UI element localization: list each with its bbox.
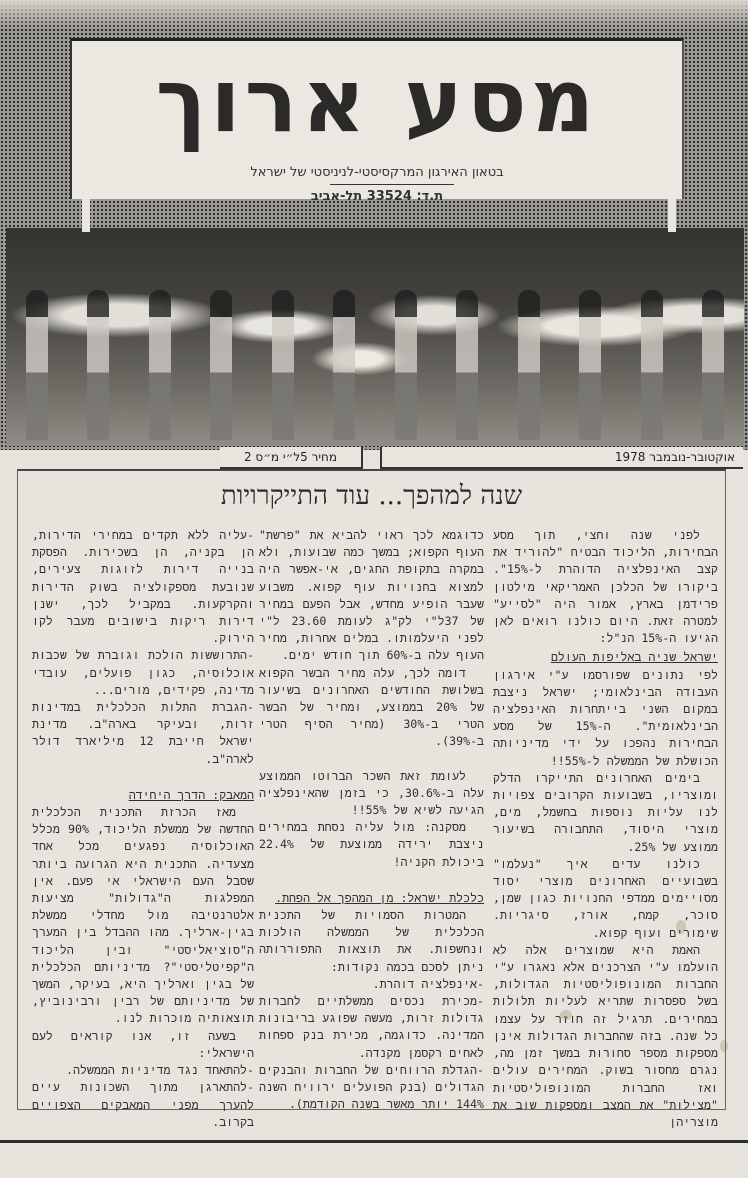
column-left — [32, 527, 254, 1131]
paragraph: לפני שנה וחצי, תוך מסע הבחירות, הליכוד הבטיח "להוריד את קצב האינפלציה הדוהרת ל-15%". ביקורו של הכלכן האמריקאי מילטון פרידמן בארץ, אמור היה "לסייע" למטרה זאת. היום כולנו רואים לאן הגיעו ה-15% הנ"ל: — [493, 528, 718, 646]
paragraph: -הגברת התלות הכלכלית במדינות זרות, ובעיקר בארה"ב. מדינת ישראל חייבת 12 מיליארד דולר לארה"ב. — [32, 700, 254, 766]
masthead-title: מסע ארוך — [155, 49, 599, 152]
paragraph: מסקנה: מול עליה נסחת במחירים ניצבת ירידה ממוצעת של 22.4% ביכולת הקניה! — [259, 820, 484, 869]
bottom-rule — [0, 1140, 748, 1143]
paragraph: כולנו עדים איך "נעלמו" בשבועיים האחרונים מוצרי יסוד מסויימים ממדפי החנויות כגון שמן, סוכר, קמח, אורז, סיגריות. שימורים ועוף קפוא. — [493, 856, 718, 940]
paragraph: -הגדלת הרווחים של החברות והבנקים הגדולים (בנק הפועלים ירוויח השנה 144% יותר מאשר בשנה הקודמת). — [259, 1062, 484, 1112]
stain — [560, 1010, 572, 1020]
article-box — [17, 469, 726, 1129]
figure — [272, 290, 294, 440]
top-edge — [0, 0, 748, 30]
section-heading: המאבק: הדרך היחידה — [128, 787, 254, 802]
paragraph: -אינפלציה דוהרת. — [372, 976, 484, 991]
stain — [720, 1040, 728, 1052]
paragraph: כדוגמא לכך ראוי להביא את "פרשת" העוף הקפוא; במשך כמה שבועות, ולא במקרה בתקופת החגים, אי-אפשר היה למצוא בחנויות עוף קפוא. משבוע שעבר הופיע מחדש, אבל הפעם במחיר של 37ל"י לק"ג לעומת 23.60 ל"י לפני היעלמותו. במלים אחרות, מחיר העוף עלה ב-60% תוך חודש ימים. — [259, 528, 484, 663]
column-middle — [259, 527, 484, 1114]
figure — [149, 290, 171, 440]
crowd-figures — [6, 250, 744, 440]
spacer — [32, 768, 254, 785]
masthead-banner — [70, 38, 684, 204]
paragraph: המטרות הסמויות של התכנית הכלכלית של הממשלה הולכות ונחשפות. את תוצאות התפוררותה ניתן לסכם בכמה נקודות: — [259, 908, 484, 974]
paragraph: דומה לכך, עלה מחיר הבשר הקפוא בשלושת החודשים האחרונים בשיעור של 20% בממוצע, ומחיר של הבשר הטרי ב-30% (מחיר הסיף הטרי ב-39%). — [259, 665, 484, 749]
figure — [702, 290, 724, 440]
paragraph: -להתארגן מתוך השכונות עיים להערך מפני המאבקים הצפויים בקרוב. — [32, 1080, 254, 1129]
paragraph: האמת היא שמוצרים אלה לא הועלמו ע"י הצרכנים אלא נאגרו ע"י החברות המונופוליסטיות הגדולות, בשל ספסרות שתריא לעליות תלולות במחירים. תרגיל זה חוזר על עצמו כל שנה. בזה שהחברות הגדולות אינן מספקות מספר סחורות במשך זמן מה, נגרם מחסור בשוק. המחירים עולים ואז החברות המונופוליסטיות "מצילות" את המצב ומספקות שוב את מוצריהן — [493, 942, 718, 1129]
spacer — [259, 871, 484, 888]
paragraph: -עליה ללא תקדים במחירי הדירות, הן בקניה, הן בשכירות. הפסקת בנייה דירות לזוגות צעירים, שנובעת מספקולציה בשוק הדירות והקרקעות. במקביל לכך, ישנן דירות ריקות בישובים מעבר לקו הירוק. — [32, 528, 254, 646]
figure — [456, 290, 478, 440]
issue-date: אוקטובר-נובמבר 1978 — [380, 447, 743, 469]
po-box: ת.ד: 33524 תל-אביב — [310, 189, 444, 204]
figure — [395, 290, 417, 440]
figure — [333, 290, 355, 440]
column-right — [493, 527, 718, 1131]
masthead-subtitle: בטאון האירגון המרקסיסטי-לניניסטי של ישראל — [250, 165, 504, 180]
figure — [87, 290, 109, 440]
figure — [26, 290, 48, 440]
paragraph: -התרוששות הולכת וגוברת של שכבות אוכלוסיה, כגון פועלים, עובדי מדינה, פקידים, מורים... — [32, 648, 254, 697]
figure — [210, 290, 232, 440]
issue-price: מחיר 5ל״י מ״ס 2 — [220, 447, 363, 469]
paragraph: מאז הכרזת התכנית הכלכלית החדשה של ממשלת הליכוד, 90% מכלל האוכלוסיה נפגעים מכל אחד מצעדיה. התכנית היא הגרועה ביותר שסבל העם הישראלי אי פעם. אין המפלגות ה"גדולות" מציעות אלטרנטיבה מול מחדלי ממשלת בגין-ארליך. מהו ההבדל בין המערך ה"סוציאליסטי" ובין הליכוד ה"קפיטליסטי"? מדיניותם הכלכלית של בגין וארליך היא, בעיקר, המשך של מדיניותם של רבין ורבינוביץ, תוצאותיה מוכרות לנו. — [32, 805, 254, 1026]
article-headline: שנה למהפך... עוד התייקרויות — [220, 481, 523, 511]
paragraph: בימים האחרונים התייקרו הדלק ומוצריו, בשבועות הקרובים צפויות לנו עליות נוספות בחשמל, מים, מוצרי היסוד, התחבורה בשיעור ממוצע של 25%. — [493, 770, 718, 854]
section-heading: ישראל שניה באליפות העולם — [550, 650, 718, 665]
paragraph: בשעה זו, אנו קוראים לעם הישראלי: — [32, 1028, 254, 1060]
spacer — [259, 751, 484, 768]
stain — [676, 920, 686, 934]
paragraph: -להתאחד נגד מדיניות הממשלה. — [66, 1063, 254, 1078]
figure — [579, 290, 601, 440]
section-heading: כלכלת ישראל: מן המהפך אל הפחת. — [275, 890, 484, 905]
paragraph: לעומת זאת השכר הברוטו הממוצע עלה ב-30.6%, כי בזמן שהאינפלציה הגיעה לשיא של 55%!! — [259, 768, 484, 818]
paragraph: -מכירת נכסים ממשלתיים לחברות גדולות זרות, מעשה שפוגע בריבונות המדינה. כדוגמה, מכירת בנק ספחות לאחים רקסמן מקנדה. — [259, 994, 484, 1060]
figure — [641, 290, 663, 440]
paragraph: לפי נתונים שפורסמו ע"י אירגון העבודה הבינלאומי; ישראל ניצבת במקום השני בייתחרות האינפלציה הבינלאומית". ה-15% של מסע הבחירות נהפכו על ידי מדיניותה הכושלת של הממשלה ל-55%!! — [493, 667, 719, 768]
subtitle-rule — [330, 184, 454, 185]
figure — [518, 290, 540, 440]
